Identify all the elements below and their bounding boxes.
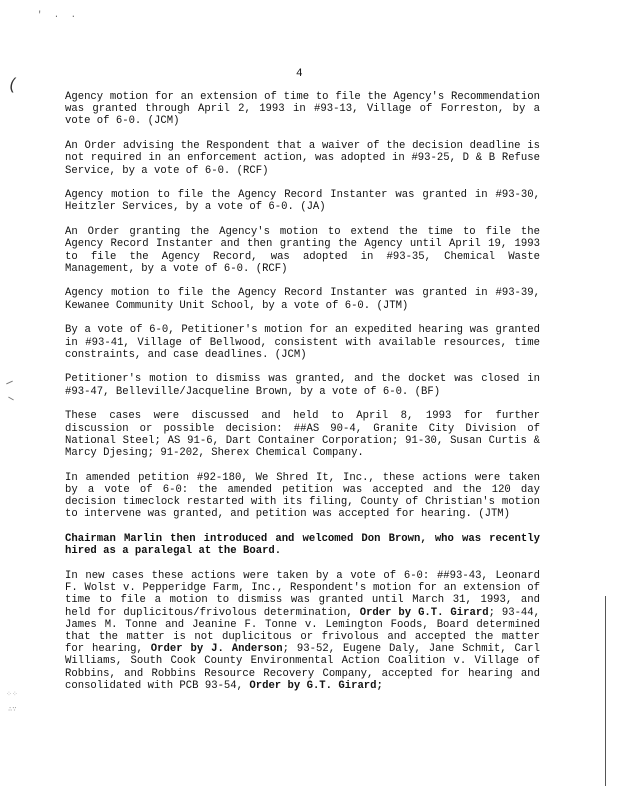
minutes-paragraph [65, 410, 540, 459]
text-run: In amended petition #92-180, We Shred It, Inc., these actions were taken by a vote of 6-0: the amended petition was accepted and the 120 day decision timeclock restarted with its filing, County of Christian's motion to intervene was granted, and petition was accepted for hearing. (JTM) [65, 471, 540, 521]
scan-smudge: ∴∵ [8, 706, 17, 714]
scan-tick-mark [6, 381, 13, 385]
text-run: By a vote of 6-0, Petitioner's motion for an expedited hearing was granted in #93-41, Village of Bellwood, consistent with available resources, time constraints, and case deadlines. (JCM) [65, 324, 540, 361]
text-run: Agency motion to file the Agency Record Instanter was granted in #93-30, Heitzler Services, by a vote of 6-0. (JA) [65, 189, 540, 214]
minutes-body [65, 91, 540, 692]
bold-text-run: Chairman Marlin then introduced and welcomed Don Brown, who was recently hired as a paralegal at the Board. [65, 532, 540, 558]
text-run: ; 93-52, Eugene Daly, Jane Schmit, Carl Williams, South Cook County Environmental Action Coalition v. Village of Robbins, and Robbins Resource Recovery Company, accepted for hearing and consolidated with PCB 93-54, [65, 643, 540, 692]
minutes-paragraph [65, 533, 540, 557]
minutes-paragraph [65, 324, 540, 361]
text-run: An Order granting the Agency's motion to extend the time to file the Agency Record Instanter and then granting the Agency until April 19, 1993 to file the Agency Record, was adopted in #93-35, Chemical Waste Management, by a vote of 6-0. (RCF) [65, 226, 540, 275]
scan-mark-paren: ( [8, 76, 18, 94]
minutes-paragraph [65, 189, 540, 213]
bold-text-run: Order by G.T. Girard [359, 606, 489, 619]
text-run: These cases were discussed and held to April 8, 1993 for further discussion or possible decision: ##AS 90-4, Granite City Division of National Steel; AS 91-6, Dart Container Corporation; 91-30, Susan Curtis & Marcy Djesing; 91-202, Sherex Chemical Company. [65, 410, 540, 459]
minutes-paragraph [65, 373, 540, 397]
scan-smudge: ⁘⁘ [6, 691, 18, 699]
page-number: 4 [296, 68, 303, 80]
bold-text-run: Order by J. Anderson [150, 643, 283, 656]
text-run: In new cases these actions were taken by a vote of 6-0: ##93-43, Leonard F. Wolst v. Pepperidge Farm, Inc., Respondent's motion for an extension of time to file a motion to dismiss was granted until March 31, 1993, and held for duplicitous/frivolous determination, [65, 569, 540, 619]
text-run: Petitioner's motion to dismiss was granted, and the docket was closed in #93-47, Belleville/Jacqueline Brown, by a vote of 6-0. (BF) [65, 373, 540, 398]
scan-edge-line [605, 596, 606, 786]
text-run: Agency motion for an extension of time to file the Agency's Recommendation was granted through April 2, 1993 in #93-13, Village of Forreston, by a vote of 6-0. (JCM) [65, 91, 540, 128]
text-run: An Order advising the Respondent that a waiver of the decision deadline is not required in an enforcement action, was adopted in #93-25, D & B Refuse Service, by a vote of 6-0. (RCF) [65, 140, 540, 177]
scan-tick-mark [8, 397, 14, 401]
text-run: ; 93-44, James M. Tonne and Jeanine F. Tonne v. Lemington Foods, Board determined that the matter is not duplicitous or frivolous and accepted the matter for hearing, [65, 606, 541, 656]
minutes-paragraph [65, 91, 540, 128]
minutes-paragraph [65, 140, 540, 177]
minutes-paragraph [65, 287, 540, 311]
minutes-paragraph [65, 472, 540, 521]
text-run: Agency motion to file the Agency Record Instanter was granted in #93-39, Kewanee Community Unit School, by a vote of 6-0. (JTM) [65, 287, 540, 312]
minutes-paragraph [65, 570, 540, 692]
bold-text-run: Order by G.T. Girard; [249, 679, 383, 692]
minutes-paragraph [65, 226, 540, 275]
scan-mark-top: ' . . [37, 10, 80, 20]
